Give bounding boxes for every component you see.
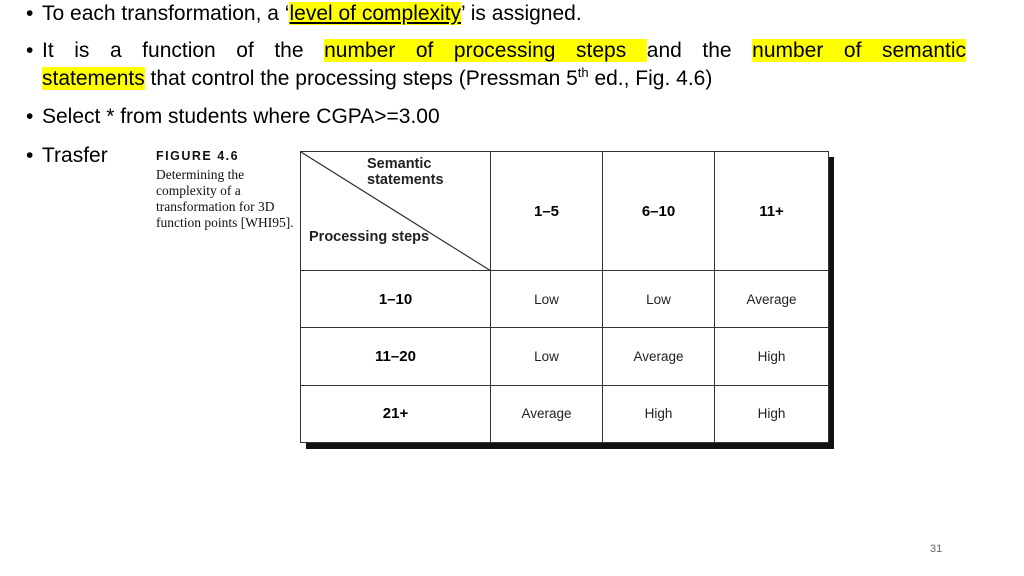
bullet-text: It is a function of the	[42, 39, 325, 62]
table-cell: High	[715, 328, 829, 385]
column-header: 1–5	[491, 152, 603, 271]
complexity-table-figure	[300, 151, 828, 443]
bullet-text: ed., Fig. 4.6)	[588, 67, 713, 90]
semantic-statements-label: Semantic statements	[367, 156, 444, 188]
bullet-dot: •	[26, 144, 34, 167]
bullet-dot: •	[26, 2, 34, 25]
bullet-function	[26, 37, 966, 93]
bullet-complexity	[26, 0, 582, 28]
figure-caption-text: Determining the complexity of a transformation for 3D function points [WHI95].	[156, 167, 294, 230]
table-cell: Low	[491, 271, 603, 328]
bullet-text: Trasfer	[42, 144, 108, 167]
bullet-text: Select * from students where CGPA>=3.00	[42, 105, 440, 128]
table-cell: Low	[491, 328, 603, 385]
table-row	[301, 271, 829, 328]
bullet-text: ’ is assigned.	[461, 2, 582, 25]
bullet-select	[26, 103, 440, 131]
bullet-text: that control the processing steps (Pressman 5	[144, 67, 578, 90]
table-header-row	[301, 152, 829, 271]
processing-steps-label: Processing steps	[309, 229, 430, 245]
highlight-level-of-complexity: level of complexity	[289, 2, 462, 25]
bullet-trasfer	[26, 142, 108, 170]
table-cell: High	[715, 385, 829, 442]
table-corner-cell	[301, 152, 491, 271]
table-cell: Low	[603, 271, 715, 328]
bullet-dot: •	[26, 105, 34, 128]
table-cell: Average	[491, 385, 603, 442]
column-header: 11+	[715, 152, 829, 271]
bullet-line-1	[42, 37, 966, 65]
page-number: 31	[930, 543, 943, 555]
row-header: 11–20	[301, 328, 491, 385]
table-cell: Average	[715, 271, 829, 328]
highlight-semantic: number of semantic	[752, 39, 966, 62]
table-cell: Average	[603, 328, 715, 385]
superscript: th	[577, 65, 589, 80]
row-header: 21+	[301, 385, 491, 442]
table-cell: High	[603, 385, 715, 442]
complexity-table	[300, 151, 829, 443]
highlight-processing-steps: number of processing steps	[324, 39, 647, 62]
bullet-dot: •	[26, 39, 34, 62]
bullet-text: To each transformation, a ‘	[42, 2, 290, 25]
table-row	[301, 385, 829, 442]
bullet-text: and the	[646, 39, 753, 62]
highlight-statements: statements	[42, 67, 145, 90]
table-row	[301, 328, 829, 385]
figure-label: FIGURE 4.6	[156, 149, 240, 163]
column-header: 6–10	[603, 152, 715, 271]
figure-caption	[156, 148, 296, 231]
row-header: 1–10	[301, 271, 491, 328]
